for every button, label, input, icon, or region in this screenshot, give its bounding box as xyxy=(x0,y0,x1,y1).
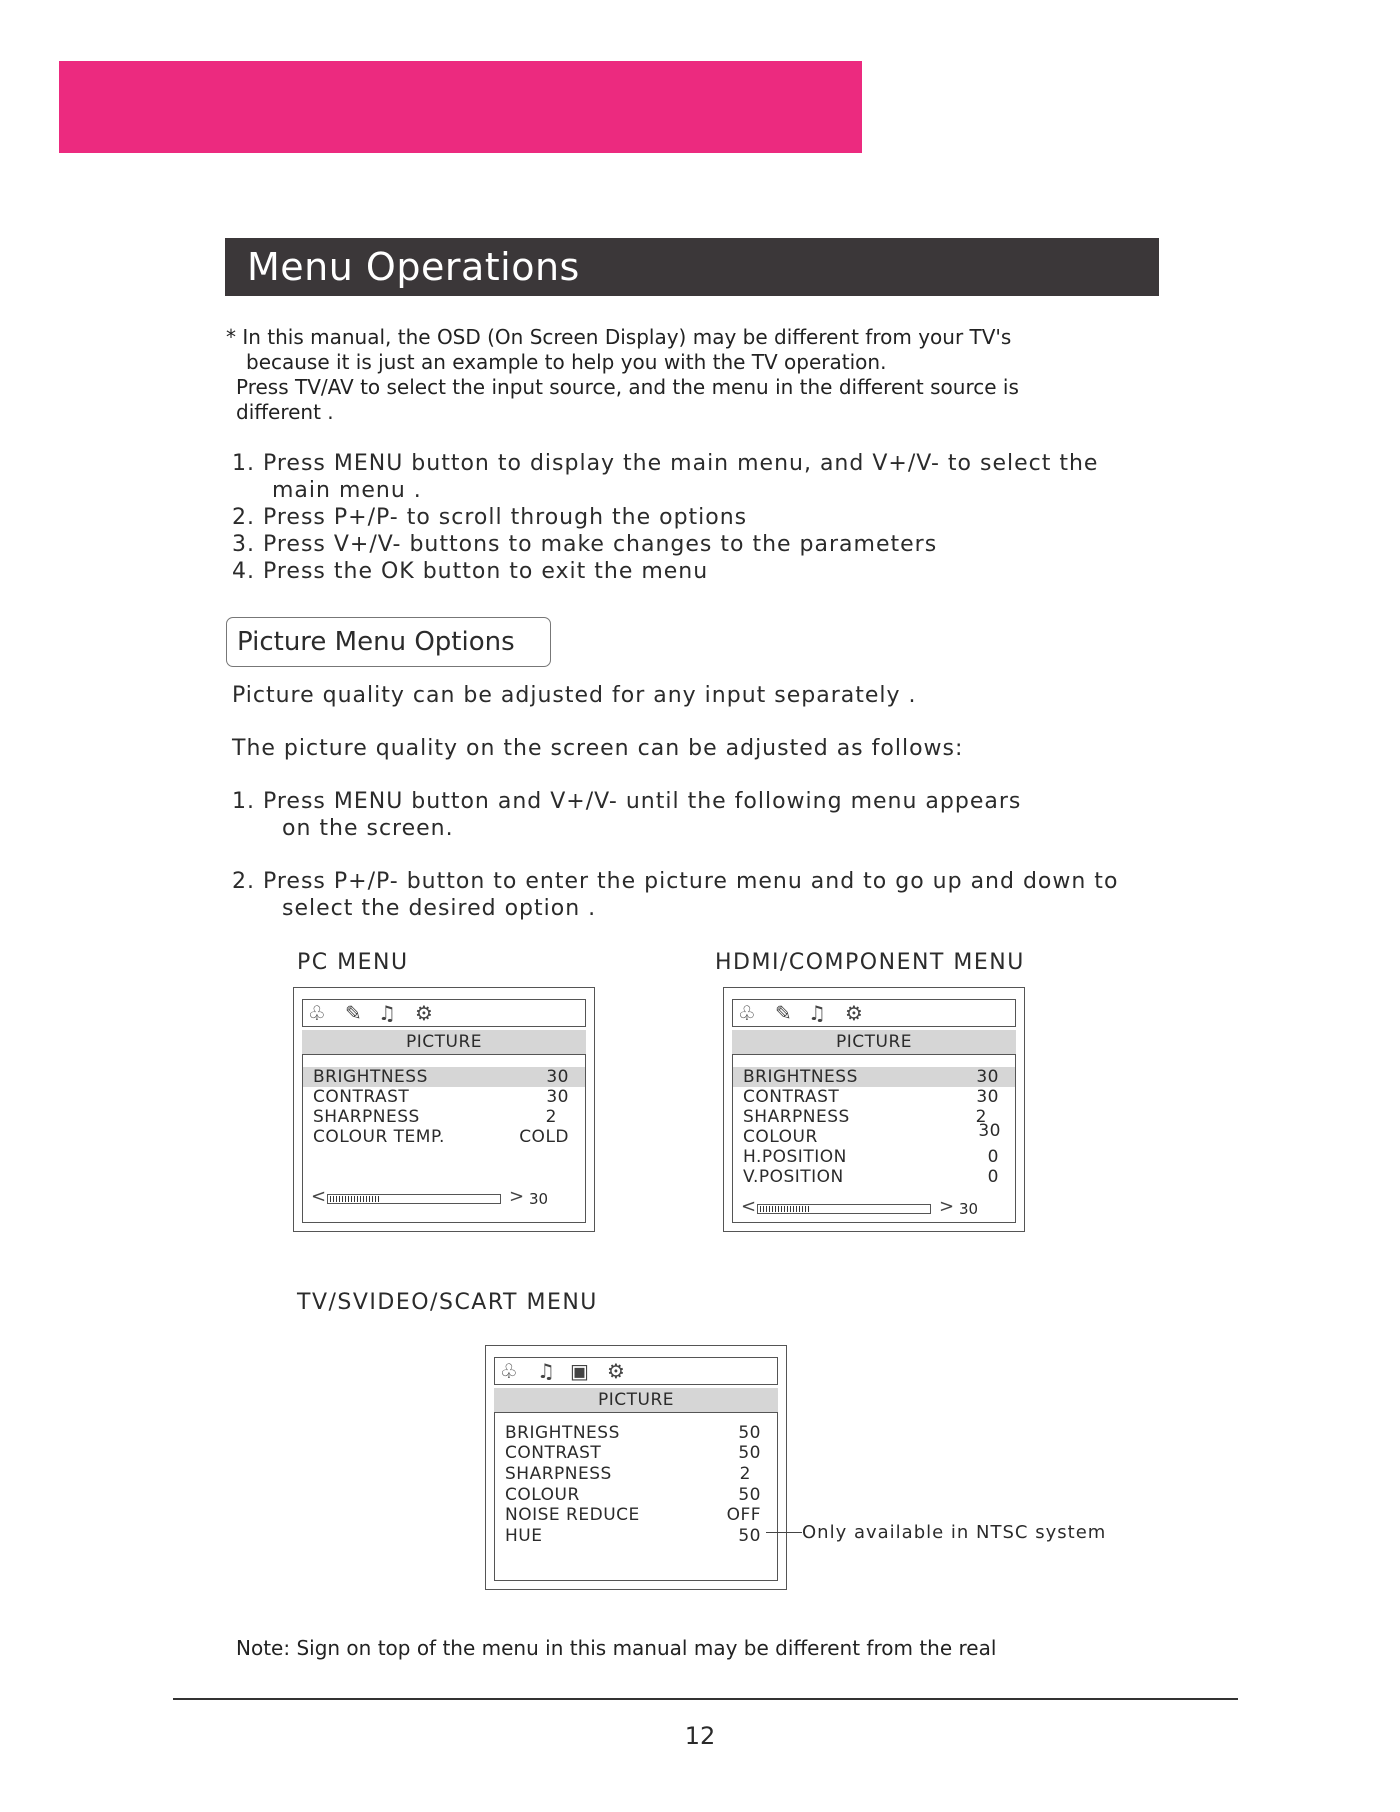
osd-item-value: OFF xyxy=(726,1505,761,1525)
settings-icon: ⚙ xyxy=(415,1001,433,1025)
picture-para-1: Picture quality can be adjusted for any input separately . xyxy=(232,683,917,708)
osd-item-label: CONTRAST xyxy=(313,1087,410,1107)
osd-item-label: CONTRAST xyxy=(743,1087,840,1107)
osd-slider xyxy=(311,1186,571,1208)
osd-item-value: 2 xyxy=(975,1107,987,1127)
osd-item-value: 30 xyxy=(978,1121,1001,1141)
osd-row-contrast xyxy=(505,1443,761,1463)
pc-menu-label: PC MENU xyxy=(297,950,409,975)
intro-line: * In this manual, the OSD (On Screen Display) may be different from your TV's xyxy=(226,325,1012,349)
osd-row-v-position xyxy=(743,1167,999,1187)
picture-step-2: 2. Press P+/P- button to enter the picture menu and to go up and down to xyxy=(232,869,1119,894)
picture-step-2-cont: select the desired option . xyxy=(282,896,597,921)
step-item: main menu . xyxy=(272,478,422,503)
osd-item-label: SHARPNESS xyxy=(505,1464,612,1484)
operation-steps xyxy=(232,450,1098,585)
tv-menu-label: TV/SVIDEO/SCART MENU xyxy=(297,1290,598,1315)
intro-line: different . xyxy=(236,400,334,424)
osd-item-label: V.POSITION xyxy=(743,1167,844,1187)
osd-item-value: 2 xyxy=(545,1107,557,1127)
osd-title: PICTURE xyxy=(302,1030,586,1054)
osd-row-contrast xyxy=(313,1087,569,1107)
footnote: Note: Sign on top of the menu in this manual may be different from the real xyxy=(236,1636,997,1660)
step-item: 3. Press V+/V- buttons to make changes to the parameters xyxy=(232,532,938,557)
annotation-leader-line xyxy=(766,1532,802,1533)
chevron-right-icon: > xyxy=(939,1196,955,1217)
osd-row-colour xyxy=(505,1485,761,1505)
osd-item-label: COLOUR xyxy=(743,1127,818,1147)
osd-row-sharpness xyxy=(313,1107,569,1127)
picture-step-1-cont: on the screen. xyxy=(282,816,454,841)
intro-line: because it is just an example to help you with the TV operation. xyxy=(246,350,887,374)
speaker-icon: ♫ xyxy=(808,1001,826,1025)
osd-item-label: NOISE REDUCE xyxy=(505,1505,640,1525)
osd-item-value: 50 xyxy=(738,1423,761,1443)
osd-row-sharpness xyxy=(505,1464,761,1484)
osd-row-brightness xyxy=(505,1423,761,1443)
slider-value: 30 xyxy=(959,1200,979,1218)
hue-annotation: Only available in NTSC system xyxy=(802,1522,1107,1543)
osd-row-sharpness xyxy=(743,1107,999,1127)
osd-row-colour xyxy=(743,1121,1001,1147)
speaker-icon: ♫ xyxy=(537,1359,555,1383)
osd-item-value: 30 xyxy=(976,1087,999,1107)
picture-icon: ♧ xyxy=(500,1359,518,1383)
osd-row-noise-reduce xyxy=(505,1505,761,1525)
osd-item-label: BRIGHTNESS xyxy=(743,1067,858,1087)
osd-body xyxy=(732,1054,1016,1223)
osd-item-label: CONTRAST xyxy=(505,1443,602,1463)
picture-step-1: 1. Press MENU button and V+/V- until the following menu appears xyxy=(232,789,1022,814)
chevron-left-icon: < xyxy=(741,1196,757,1217)
tv-icon: ▣ xyxy=(570,1359,589,1383)
osd-item-value: 30 xyxy=(546,1087,569,1107)
osd-body xyxy=(302,1054,586,1223)
osd-slider xyxy=(741,1196,1001,1218)
page-number: 12 xyxy=(684,1722,716,1750)
osd-item-label: SHARPNESS xyxy=(743,1107,850,1127)
tools-icon: ✎ xyxy=(345,1001,362,1025)
intro-line: Press TV/AV to select the input source, and the menu in the different source is xyxy=(236,375,1019,399)
osd-icon-bar xyxy=(302,999,586,1027)
pc-menu-osd xyxy=(293,987,595,1232)
osd-item-value: 0 xyxy=(987,1147,999,1167)
page-title: Menu Operations xyxy=(225,238,1159,296)
osd-item-value: COLD xyxy=(519,1127,569,1147)
osd-item-value: 0 xyxy=(987,1167,999,1187)
settings-icon: ⚙ xyxy=(607,1359,625,1383)
osd-item-label: BRIGHTNESS xyxy=(505,1423,620,1443)
osd-title: PICTURE xyxy=(732,1030,1016,1054)
osd-item-label: HUE xyxy=(505,1526,543,1546)
osd-item-label: H.POSITION xyxy=(743,1147,847,1167)
chevron-left-icon: < xyxy=(311,1186,327,1207)
osd-row-h-position xyxy=(743,1147,999,1167)
slider-fill xyxy=(760,1206,810,1212)
chevron-right-icon: > xyxy=(509,1186,525,1207)
slider-value: 30 xyxy=(529,1190,549,1208)
picture-icon: ♧ xyxy=(738,1001,756,1025)
step-item: 4. Press the OK button to exit the menu xyxy=(232,559,709,584)
slider-fill xyxy=(330,1196,380,1202)
tv-menu-osd xyxy=(485,1345,787,1590)
slider-track xyxy=(327,1194,501,1204)
osd-item-value: 50 xyxy=(738,1485,761,1505)
osd-item-label: COLOUR TEMP. xyxy=(313,1127,445,1147)
slider-track xyxy=(757,1204,931,1214)
osd-item-value: 50 xyxy=(738,1526,761,1546)
tools-icon: ✎ xyxy=(775,1001,792,1025)
osd-icon-bar xyxy=(732,999,1016,1027)
hdmi-menu-osd xyxy=(723,987,1025,1232)
osd-item-value: 2 xyxy=(739,1464,751,1484)
accent-banner xyxy=(59,61,862,153)
step-item: 1. Press MENU button to display the main menu, and V+/V- to select the xyxy=(232,451,1099,476)
osd-item-label: BRIGHTNESS xyxy=(313,1067,428,1087)
intro-text xyxy=(226,325,1019,425)
osd-item-label: COLOUR xyxy=(505,1485,580,1505)
settings-icon: ⚙ xyxy=(845,1001,863,1025)
osd-body xyxy=(494,1412,778,1581)
speaker-icon: ♫ xyxy=(378,1001,396,1025)
osd-icon-bar xyxy=(494,1357,778,1385)
osd-item-value: 30 xyxy=(976,1067,999,1087)
picture-para-2: The picture quality on the screen can be adjusted as follows: xyxy=(232,736,964,761)
osd-row-hue xyxy=(505,1526,761,1546)
osd-item-value: 50 xyxy=(738,1443,761,1463)
step-item: 2. Press P+/P- to scroll through the options xyxy=(232,505,748,530)
osd-item-value: 30 xyxy=(546,1067,569,1087)
picture-icon: ♧ xyxy=(308,1001,326,1025)
osd-title: PICTURE xyxy=(494,1388,778,1412)
footer-divider xyxy=(173,1698,1238,1700)
osd-row-contrast xyxy=(743,1087,999,1107)
picture-menu-options-heading: Picture Menu Options xyxy=(226,617,551,667)
hdmi-menu-label: HDMI/COMPONENT MENU xyxy=(715,950,1025,975)
osd-row-brightness xyxy=(733,1067,1015,1087)
osd-item-label: SHARPNESS xyxy=(313,1107,420,1127)
osd-row-colour-temp xyxy=(313,1127,569,1147)
osd-row-brightness xyxy=(303,1067,585,1087)
